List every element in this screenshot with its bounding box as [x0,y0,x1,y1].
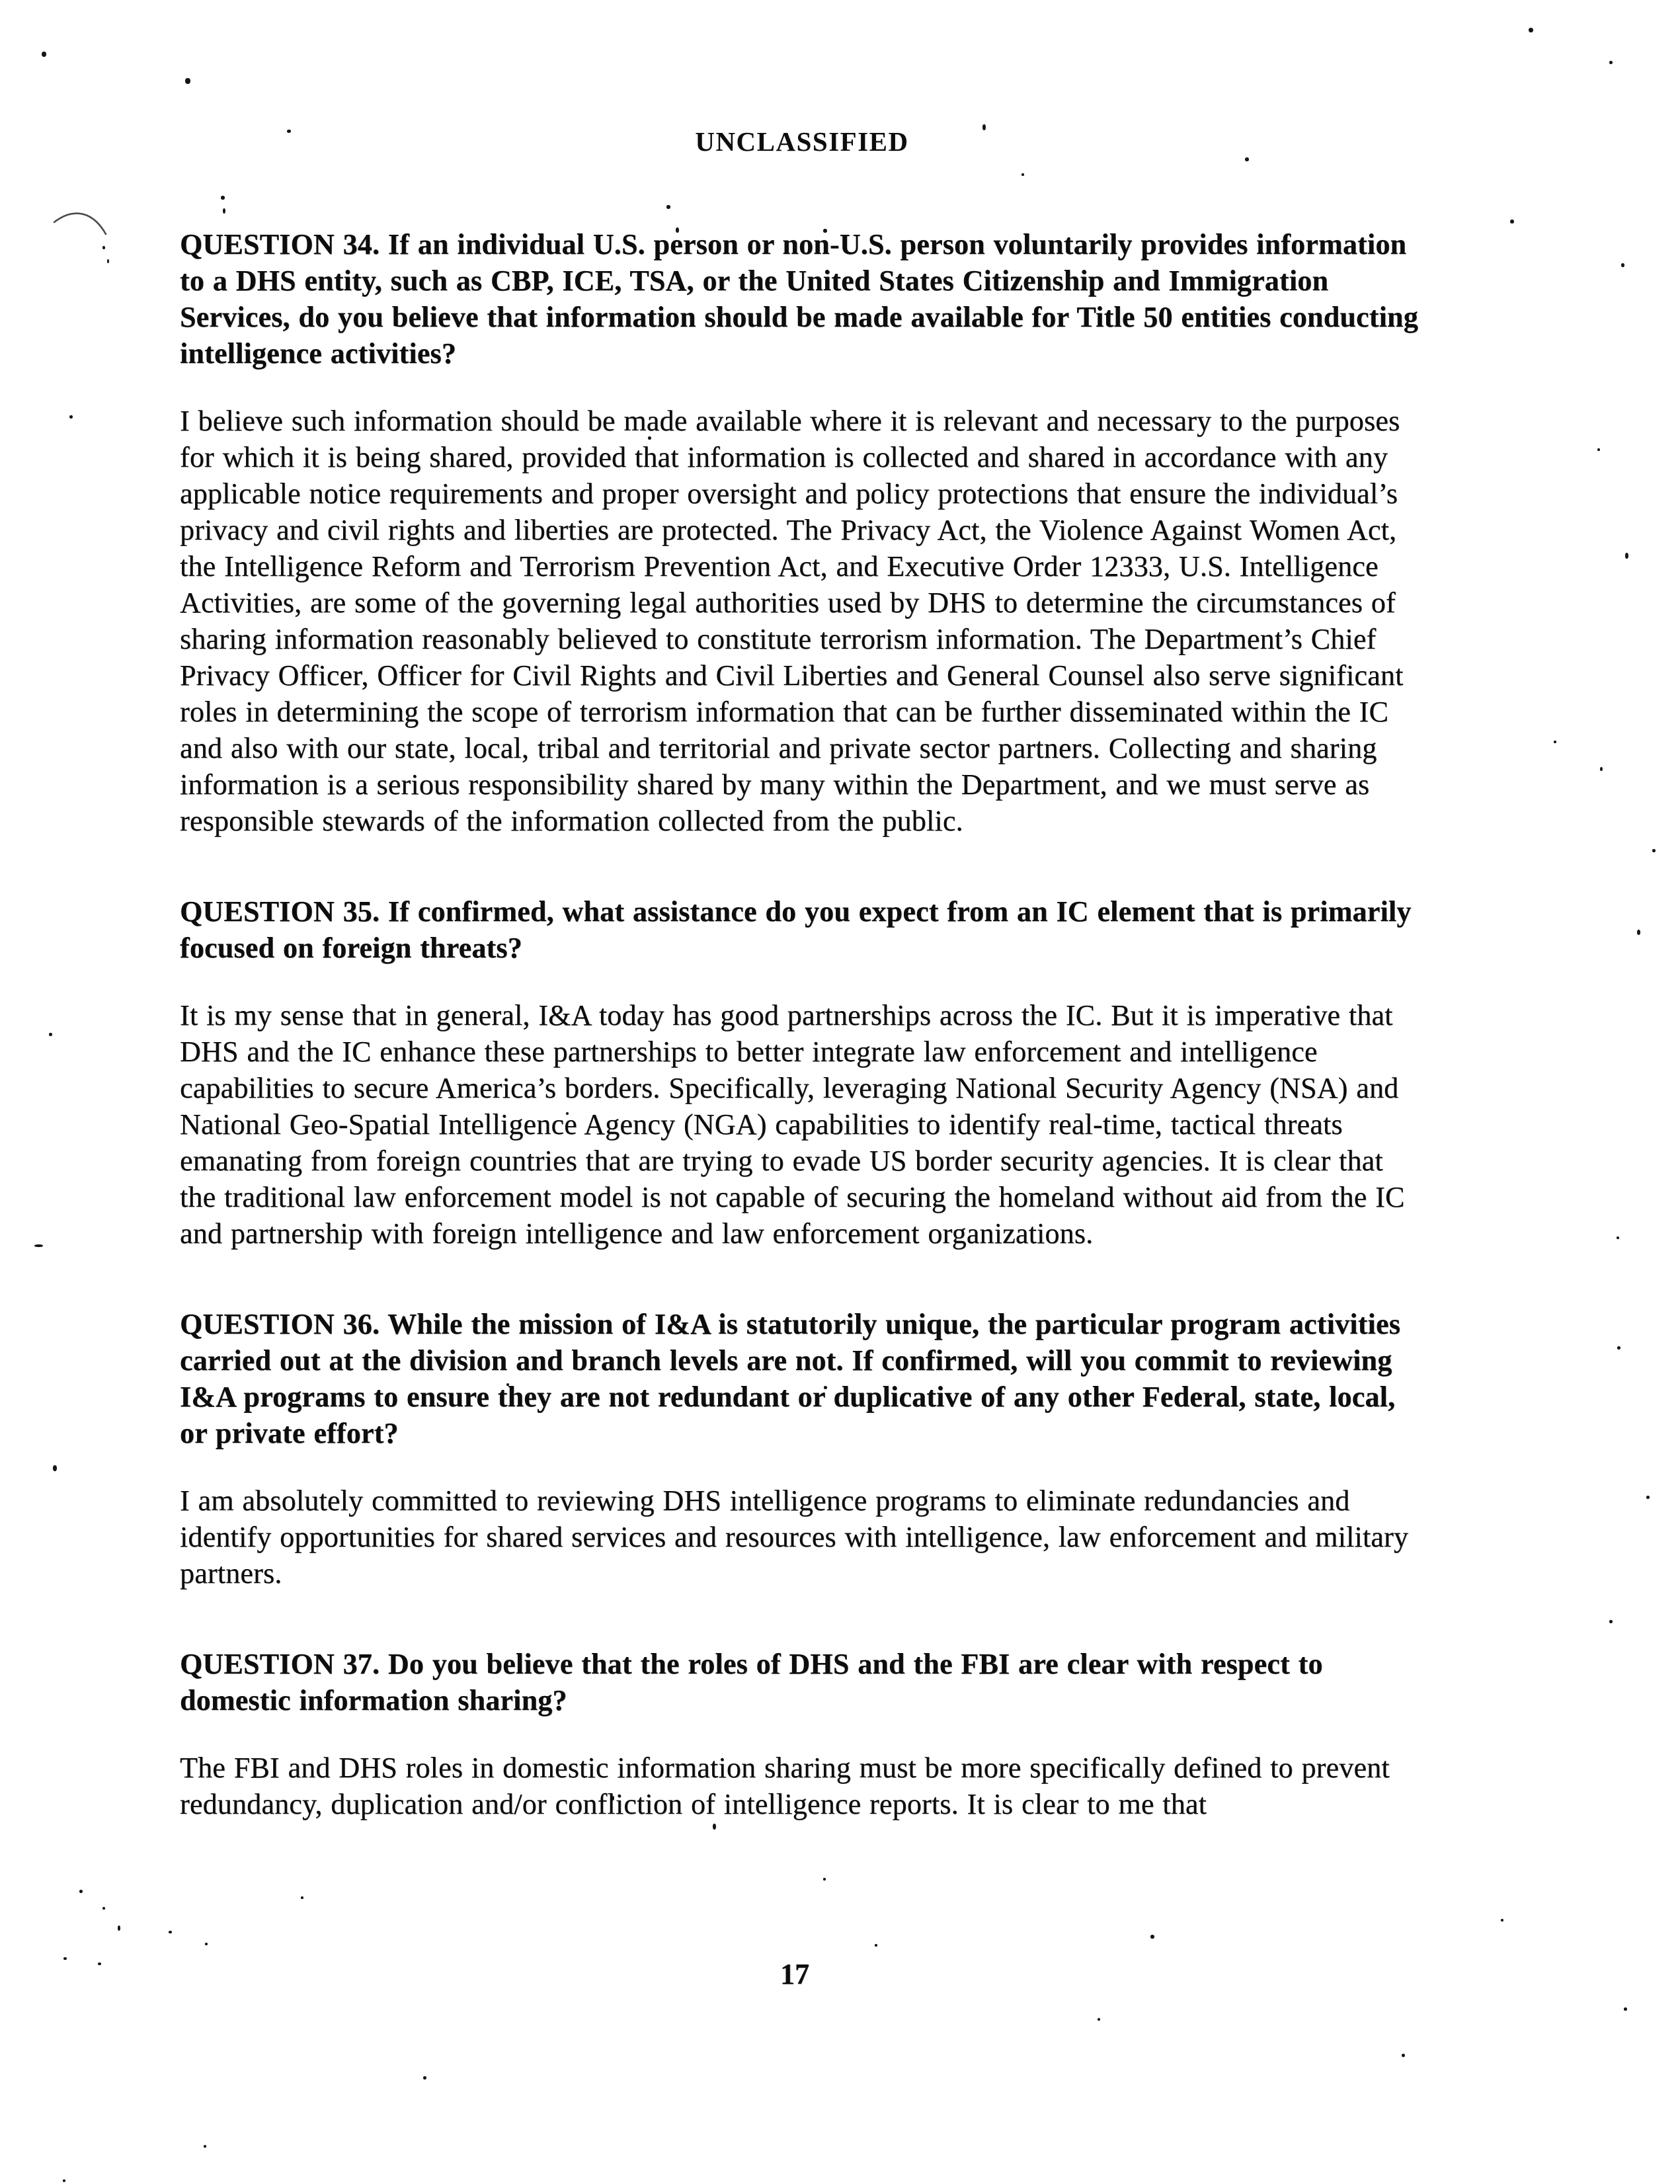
answer-35: It is my sense that in general, I&A today has good partnerships across the IC. But it is imperative that DHS and the IC enhance these partnerships to better integrate law enforcement and intelligence capabilities to secure America’s borders. Specifically, leveraging National Security Agency (NSA) and National Geo-Spatial Intelligence Agency (NGA) capabilities to identify real-time, tactical threats emanating from foreign countries that are trying to evade US border security agencies. It is clear that the traditional law enforcement model is not capable of securing the homeland without aid from the IC and partnership with foreign intelligence and law enforcement organizations. [180,999,1405,1250]
scan-speck [1554,741,1556,743]
scan-speck [1617,1236,1619,1239]
scan-speck [1624,2007,1627,2011]
scan-speck [1609,61,1613,64]
scan-speck [53,1465,57,1471]
scan-speck [34,1244,43,1247]
scan-speck [423,2076,426,2080]
scan-speck [185,78,190,84]
scan-speck [204,2145,206,2148]
scan-speck [118,1925,120,1931]
scan-speck [1617,1346,1620,1350]
answer-34: I believe such information should be made available where it is relevant and necessary to the purposes for which it is being shared, provided that information is collected and shared in accordance with any applicable notice requirements and proper oversight and policy protections that ensure the individual’s privacy and civil rights and liberties are protected. The Privacy Act, the Violence Against Women Act, the Intelligence Reform and Terrorism Prevention Act, and Executive Order 12333, U.S. Intelligence Activities, are some of the governing legal authorities used by DHS to determine the circumstances of sharing information reasonably believed to constitute terrorism information. The Department’s Chief Privacy Officer, Officer for Civil Rights and Civil Liberties and General Counsel also serve significant roles in determining the scope of terrorism information that can be further disseminated within the IC and also with our state, local, tribal and territorial and private sector partners. Collecting and sharing information is a serious responsibility shared by many within the Department, and we must serve as responsible stewards of the information collected from the public. [180,405,1404,837]
scan-speck [1652,849,1656,852]
question-37: QUESTION 37. Do you believe that the roles of DHS and the FBI are clear with respect to domestic information sharing? [180,1648,1323,1717]
scan-speck [1150,1935,1154,1939]
scan-speck [205,1943,208,1945]
scan-speck [63,2179,65,2182]
scan-speck [823,1878,826,1881]
scan-speck [169,1931,172,1933]
scan-speck [1529,28,1533,32]
scan-speck [63,1957,67,1960]
scan-speck [1501,1919,1503,1921]
scan-speck [875,1944,877,1947]
scan-speck [69,415,73,419]
scan-speck [102,1907,105,1910]
question-34: QUESTION 34. If an individual U.S. person or non-U.S. person voluntarily provides information to a DHS entity, such as CBP, ICE, TSA, or the United States Citizenship and Immigration Services, do you believe that information should be made available for Title 50 entities conducting intelligence activities? [180,228,1418,370]
answer-36: I am absolutely committed to reviewing DHS intelligence programs to eliminate redundancies and identify opportunities for shared services and resources with intelligence, law enforcement and military partners. [180,1484,1409,1590]
scan-speck [107,259,109,263]
scan-speck [1625,553,1628,559]
pen-stroke-artifact [52,208,118,247]
scan-speck [1402,2054,1405,2057]
scan-speck [1646,1496,1650,1499]
scan-speck [713,1824,716,1830]
scan-speck [79,1890,83,1893]
scan-speck [1621,263,1624,267]
scan-speck [1609,1620,1613,1623]
scan-speck [1637,930,1640,935]
answer-37: The FBI and DHS roles in domestic information sharing must be more specifically defined to prevent redundancy, duplication and/or confliction of intelligence reports. It is clear to me that [180,1752,1390,1820]
classification-banner: UNCLASSIFIED [695,126,909,157]
scan-speck [1597,448,1600,451]
scan-speck [102,246,105,249]
scan-speck [1098,2018,1100,2021]
scan-speck [1510,220,1514,223]
scan-speck [49,1033,52,1036]
question-35: QUESTION 35. If confirmed, what assistance do you expect from an IC element that is primarily focused on foreign threats? [180,895,1412,964]
scan-speck [98,1962,101,1965]
scan-speck [1600,767,1603,771]
question-36: QUESTION 36. While the mission of I&A is statutorily unique, the particular program activities carried out at the division and branch levels are not. If confirmed, will you commit to reviewing I&A programs to ensure they are not redundant or duplicative of any other Federal, state, local, or private effort? [180,1308,1401,1449]
page-number: 17 [780,1958,809,1990]
scan-speck [301,1896,303,1899]
scan-speck [42,52,46,57]
document-body [180,127,1424,1822]
